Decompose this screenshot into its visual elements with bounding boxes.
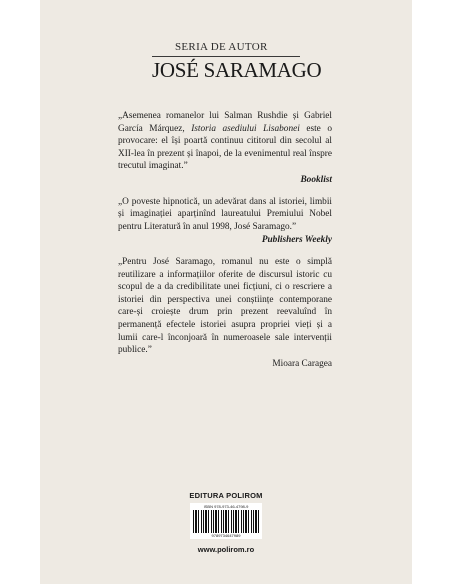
isbn-label: ISBN 978-973-46-4798-9	[203, 504, 249, 509]
quote-booklist	[118, 110, 332, 187]
publisher-website: www.polirom.ro	[197, 545, 255, 554]
header-divider	[152, 56, 300, 57]
quote-publishers-weekly	[118, 196, 332, 247]
quote-text: „O poveste hipnotică, un adevărat dans al istoriei, limbii și imaginației aparținînd laureatului Premiului Nobel pentru Literatură în anul 1998, José Saramago.”	[118, 196, 332, 232]
quote-source: Mioara Caragea	[272, 358, 332, 369]
barcode	[190, 503, 262, 539]
book-title: Istoria asediului Lisabonei	[191, 123, 300, 134]
barcode-number: 9789734647989	[211, 533, 241, 538]
publisher-name: EDITURA POLIROM	[189, 491, 263, 500]
barcode-bars	[193, 510, 259, 533]
quote-text: „Pentru José Saramago, romanul nu este o simplă reutilizare a informațiilor oferite de discursul istoric cu scopul de a da credibilitate unei ficțiuni, ci o rescriere a istoriei din perspectiva unei conștiințe contemporane care-și croiește drum prin prezent reevaluînd în permanență efectele istoriei asupra propriei vieți și a lumii care-l înconjoară în numeroasele sale intervenții publice.”	[118, 256, 332, 356]
quote-text: „Asemenea romanelor lui Salman Rushdie și Gabriel García Márquez, Istoria asediului Lisabonei este o provocare: el își poartă continuu cititorul din secolul al XII-lea în prezent și înapoi, de la evenimentul real înspre trecutul imaginat.”	[118, 111, 332, 172]
quote-source: Publishers Weekly	[261, 235, 332, 246]
quote-caragea	[118, 256, 332, 370]
series-label: SERIA DE AUTOR	[175, 41, 268, 53]
quotes-block	[118, 110, 332, 379]
quote-source: Booklist	[300, 174, 332, 185]
author-name: JOSÉ SARAMAGO	[152, 58, 322, 82]
